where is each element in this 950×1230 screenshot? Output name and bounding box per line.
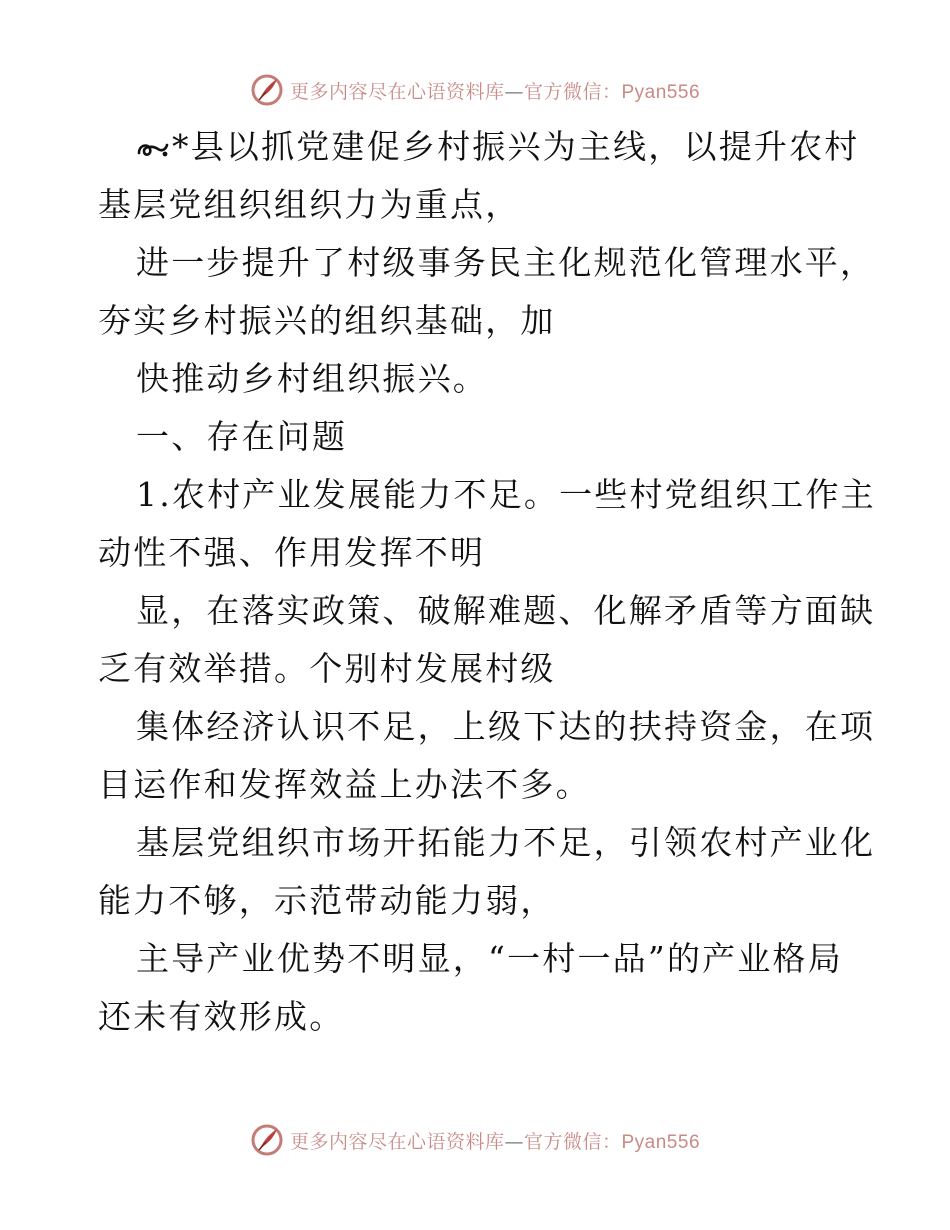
paragraph-line: 快推动乡村组织振兴。	[136, 359, 488, 398]
paragraph-line: 1.农村产业发展能力不足。一些村党组织工作主	[136, 475, 876, 514]
paragraph-line: 夯实乡村振兴的组织基础，加	[98, 301, 556, 340]
paragraph-line: 基层党组织组织力为重点，	[98, 185, 521, 224]
ornament-icon	[136, 137, 170, 161]
watermark-site: 更多内容尽在心语资料库	[289, 1130, 505, 1153]
watermark-separator: —	[504, 1130, 524, 1153]
paragraph-line: 动性不强、作用发挥不明	[98, 533, 486, 572]
paragraph-line: 目运作和发挥效益上办法不多。	[98, 765, 591, 804]
paragraph-line: 能力不够，示范带动能力弱，	[98, 881, 556, 920]
paragraph-line	[98, 118, 858, 176]
header-watermark	[0, 70, 950, 110]
paragraph-line: 显，在落实政策、破解难题、化解矛盾等方面缺	[136, 591, 876, 630]
watermark-text	[290, 77, 700, 104]
paragraph-line: 进一步提升了村级事务民主化规范化管理水平，	[136, 243, 876, 282]
document-body	[98, 118, 876, 1046]
watermark-separator: —	[504, 80, 524, 103]
watermark-text	[290, 1127, 700, 1154]
paragraph-line: 乏有效举措。个别村发展村级	[98, 649, 556, 688]
feather-logo-icon	[250, 1123, 284, 1157]
feather-logo-icon	[250, 73, 284, 107]
watermark-site: 更多内容尽在心语资料库	[289, 80, 505, 103]
footer-watermark	[0, 1120, 950, 1160]
watermark-label: 官方微信：	[523, 1130, 622, 1153]
paragraph-line: 基层党组织市场开拓能力不足，引领农村产业化	[136, 823, 876, 862]
paragraph-line: 还未有效形成。	[98, 997, 345, 1036]
watermark-label: 官方微信：	[523, 80, 622, 103]
paragraph-line: 主导产业优势不明显，“一村一品”的产业格局	[136, 939, 843, 978]
watermark-id: Pyan556	[621, 81, 701, 103]
watermark-id: Pyan556	[621, 1131, 701, 1153]
line-text: *县以抓党建促乡村振兴为主线，以提升农村	[172, 127, 860, 166]
section-heading: 一、存在问题	[136, 417, 348, 456]
paragraph-line: 集体经济认识不足，上级下达的扶持资金，在项	[136, 707, 876, 746]
